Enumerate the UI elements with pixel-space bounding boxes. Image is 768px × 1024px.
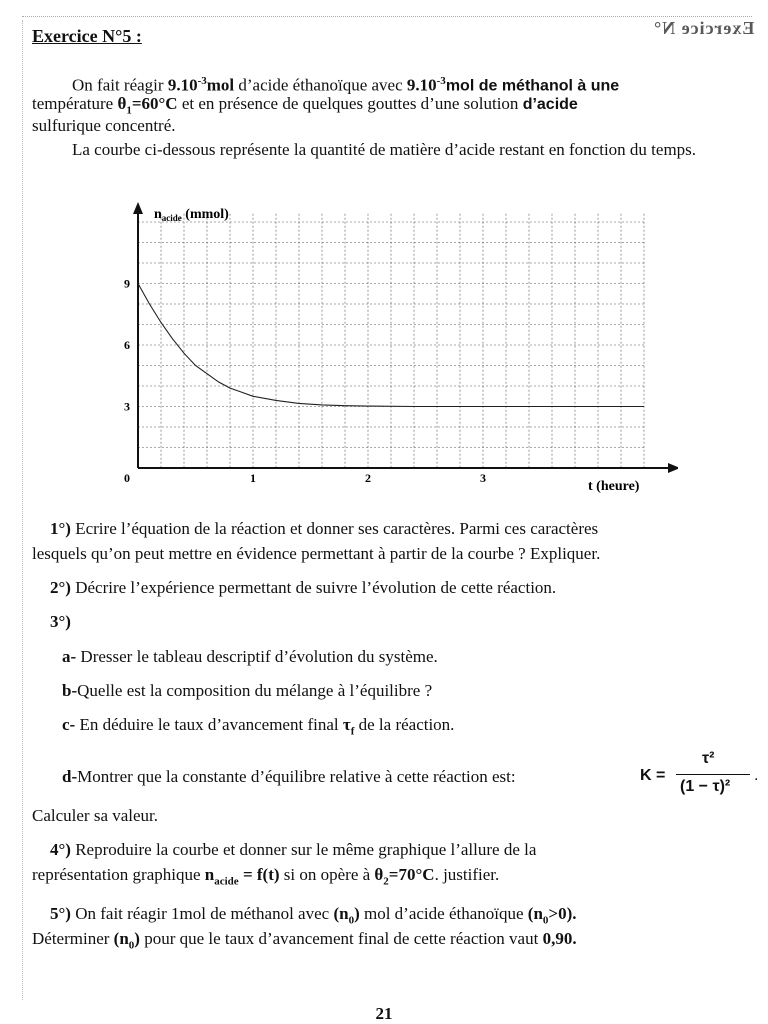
x-tick-label: 3 [480, 471, 486, 485]
question-1: 1°) Ecrire l’équation de la réaction et donner ses caractères. Parmi ces caractères [50, 519, 599, 538]
y-axis-arrow [133, 202, 143, 214]
y-tick-label: 9 [124, 276, 130, 291]
equilibrium-constant-formula [640, 752, 760, 804]
question-3b: b-Quelle est la composition du mélange à l’équilibre ? [62, 681, 433, 700]
y-tick-label: 3 [124, 399, 130, 414]
x-axis-arrow [668, 463, 678, 473]
question-2: 2°) Décrire l’expérience permettant de suivre l’évolution de cette réaction. [50, 578, 557, 597]
question-3d: d-Montrer que la constante d’équilibre relative à cette réaction est: [62, 767, 516, 786]
x-tick-label: 2 [365, 471, 371, 485]
bleed-through-title: Exercice N° [652, 18, 754, 38]
y-axis-label: $n_{acide}$ (mmol) [154, 207, 229, 223]
exercise-title: Exercice N°5 : [32, 26, 142, 46]
intro-paragraph-1-end: sulfurique concentré. [32, 116, 176, 135]
acid-quantity-chart [118, 200, 678, 500]
chart-ticks [124, 277, 486, 486]
formula-denominator: (1 − τ)² [680, 778, 731, 795]
x-tick-label: 1 [250, 471, 256, 485]
question-4-cont: représentation graphique $n_{acide} = f(t)$ si on opère à $\theta_2=70^\circ C$. justifier. [32, 865, 500, 888]
scan-edge-left [22, 20, 24, 1000]
x-tick-label: 0 [124, 471, 130, 485]
question-3: 3°) [50, 612, 71, 631]
formula-dot: . [754, 767, 759, 784]
intro-paragraph-2: La courbe ci-dessous représente la quantité de matière d’acide restant en fonction du temps. [72, 140, 697, 159]
question-3d-cont: Calculer sa valeur. [32, 806, 159, 825]
x-axis-label: t (heure) [588, 479, 640, 494]
chart-svg [118, 200, 678, 500]
formula-numerator: τ² [702, 750, 715, 767]
question-3a: a- Dresser le tableau descriptif d’évolution du système. [62, 647, 438, 666]
question-5: 5°) On fait réagir 1mol de méthanol avec $(n_0)$ mol d’acide éthanoïque $(n_0>0)$. [50, 904, 577, 927]
question-5-cont: Déterminer $(n_0)$ pour que le taux d’avancement final de cette réaction vaut 0,90. [32, 929, 577, 952]
formula-fraction-bar [676, 774, 750, 775]
chart-grid [138, 214, 644, 468]
formula-k: K = [640, 767, 666, 784]
scan-edge-top [22, 16, 752, 18]
question-4: 4°) Reproduire la courbe et donner sur le même graphique l’allure de la [50, 840, 537, 859]
question-3c: c- En déduire le taux d’avancement final $\tau_f$ de la réaction. [62, 715, 455, 738]
question-1-cont: lesquels qu’on peut mettre en évidence permettant à partir de la courbe ? Expliquer. [32, 544, 601, 563]
intro-paragraph-1-cont: température $\theta_1=60^\circ C$ et en présence de quelques gouttes d’une solution d’acide [32, 94, 578, 117]
intro-paragraph-1: On fait réagir $9.10^{-3}mol$ d’acide éthanoïque avec $9.10^{-3}mol$ de méthanol à une [72, 75, 620, 95]
page-number: 21 [375, 1004, 393, 1023]
y-tick-label: 6 [124, 338, 130, 352]
